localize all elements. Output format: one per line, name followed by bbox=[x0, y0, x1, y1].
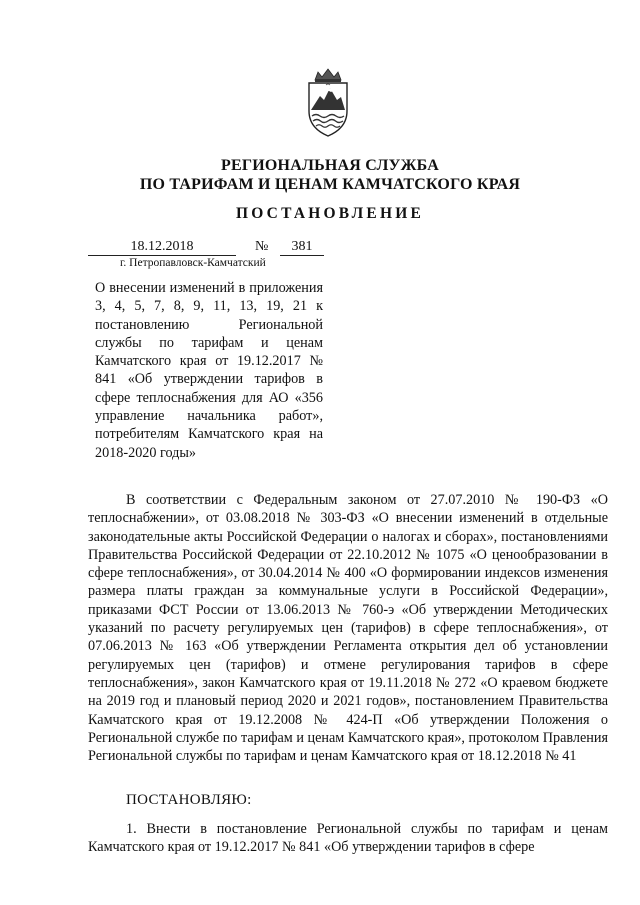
preamble-paragraph: В соответствии с Федеральным законом от 27.07.2010 № 190-ФЗ «О теплоснабжении», от 03.08.2018 № 303-ФЗ «О внесении изменений в отдельные законодательные акты Российской Федерации о налогах и сборах», постановлениями Правительства Российской Федерации от 22.10.2012 № 1075 «О ценообразовании в сфере теплоснабжения», от 30.04.2014 № 400 «О формировании индексов изменения размера платы граждан за коммунальные услуги в Российской Федерации», приказами ФСТ России от 13.06.2013 № 760-э «Об утверждении Методических указаний по расчету регулируемых цен (тарифов) в сфере теплоснабжения», от 07.06.2013 № 163 «Об утверждении Регламента открытия дел об установлении регулируемых цен (тарифов) и отмене регулирования тарифов в сфере теплоснабжения», закон Камчатского края от 19.11.2018 № 272 «О краевом бюджете на 2019 год и плановый период 2020 и 2021 годов», постановлением Правительства Камчатского края от 19.12.2008 № 424-П «Об утверждении Положения о Региональной службе по тарифам и ценам Камчатского края», протоколом Правления Региональной службы по тарифам и ценам Камчатского края от 18.12.2018 № 41 bbox=[88, 492, 608, 765]
number-sign: № bbox=[255, 239, 269, 254]
document-date: 18.12.2018 bbox=[88, 239, 236, 256]
city: г. Петропавловск-Камчатский bbox=[120, 257, 266, 269]
coat-of-arms-icon bbox=[303, 66, 353, 138]
decree-item-1: 1. Внести в постановление Региональной службы по тарифам и ценам Камчатского края от 19.12.2017 № 841 «Об утверждении тарифов в сфере bbox=[88, 821, 608, 856]
document-number: 381 bbox=[280, 239, 324, 256]
document-subject: О внесении изменений в приложения 3, 4, 5, 7, 8, 9, 11, 13, 19, 21 к постановлению Региональной службы по тарифам и ценам Камчатского края от 19.12.2017 № 841 «Об утверждении тарифов в сфере теплоснабжения для АО «356 управление начальника работ», потребителям Камчатского края на 2018-2020 годы» bbox=[95, 280, 323, 461]
document-type: ПОСТАНОВЛЕНИЕ bbox=[235, 205, 425, 222]
org-name-line-2: ПО ТАРИФАМ И ЦЕНАМ КАМЧАТСКОГО КРАЯ bbox=[139, 176, 521, 193]
org-name-line-1: РЕГИОНАЛЬНАЯ СЛУЖБА bbox=[221, 157, 439, 174]
decree-heading: ПОСТАНОВЛЯЮ: bbox=[126, 792, 252, 808]
